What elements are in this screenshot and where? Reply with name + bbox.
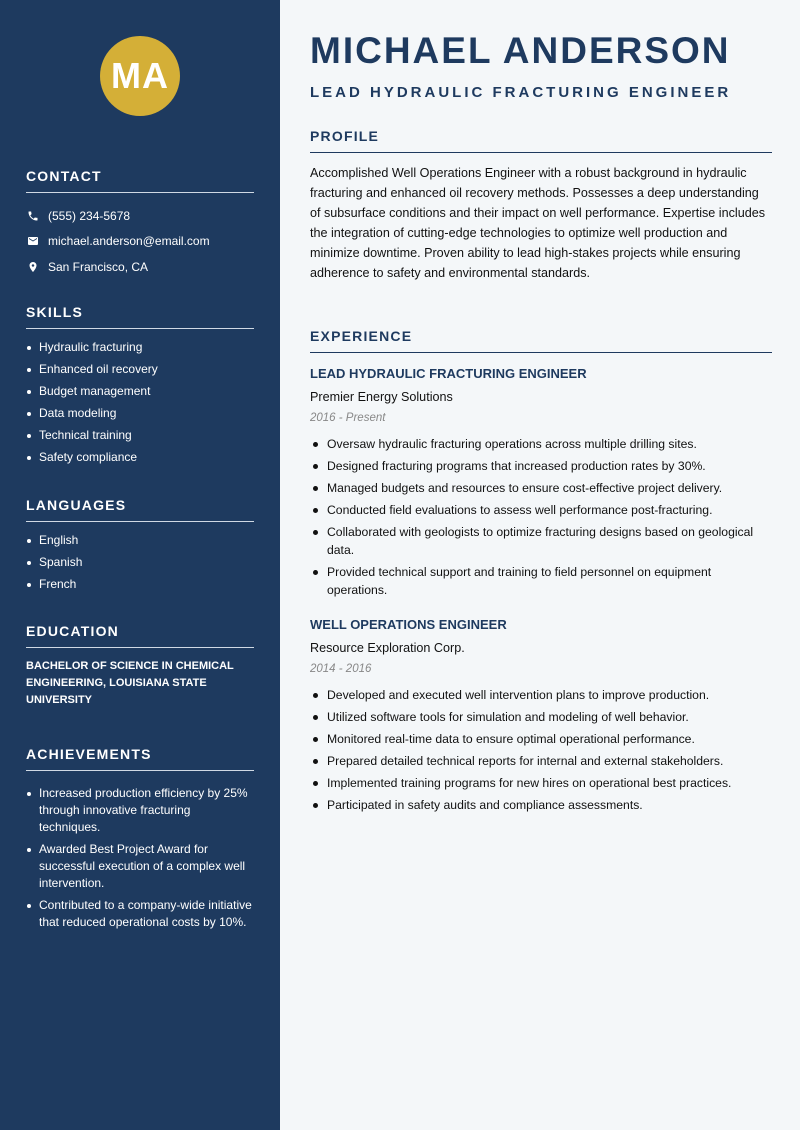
skills-heading: SKILLS [26,304,254,329]
location-pin-icon [26,260,40,274]
skills-list [26,339,254,466]
skill-item: Safety compliance [26,449,254,466]
job-bullets [310,435,772,599]
job-bullet: Designed fracturing programs that increased production rates by 30%. [310,457,772,475]
language-item: English [26,532,254,549]
job-bullet: Utilized software tools for simulation and modeling of well behavior. [310,708,772,726]
achievement-item: Contributed to a company-wide initiative that reduced operational costs by 10%. [26,897,254,931]
achievement-item: Awarded Best Project Award for successful execution of a complex well intervention. [26,841,254,892]
languages-heading: LANGUAGES [26,497,254,522]
languages-section [26,497,254,598]
sidebar [0,0,280,1130]
contact-heading: CONTACT [26,168,254,193]
candidate-title: LEAD HYDRAULIC FRACTURING ENGINEER [310,84,732,101]
experience-section [310,328,772,353]
education-degree: BACHELOR OF SCIENCE IN CHEMICAL ENGINEERING, LOUISIANA STATE UNIVERSITY [26,660,234,706]
job-role: LEAD HYDRAULIC FRACTURING ENGINEER [310,366,587,381]
profile-section [310,128,772,283]
job-dates: 2016 - Present [310,412,386,424]
job-company: Resource Exploration Corp. [310,641,465,655]
candidate-name: MICHAEL ANDERSON [310,30,731,71]
achievements-section [26,746,254,936]
job-bullet: Collaborated with geologists to optimize fracturing designs based on geological data. [310,523,772,559]
job-entry [310,366,772,603]
contact-section [26,168,254,280]
achievement-item: Increased production efficiency by 25% through innovative fracturing techniques. [26,785,254,836]
email-icon [26,234,40,248]
languages-list [26,532,254,593]
job-bullet: Monitored real-time data to ensure optimal operational performance. [310,730,772,748]
contact-location [26,254,254,280]
education-section [26,623,254,709]
skill-item: Technical training [26,427,254,444]
education-heading: EDUCATION [26,623,254,648]
email-text[interactable]: michael.anderson@email.com [48,234,210,249]
job-bullet: Conducted field evaluations to assess well performance post-fracturing. [310,501,772,519]
avatar: MA [100,36,180,116]
job-bullet: Prepared detailed technical reports for internal and external stakeholders. [310,752,772,770]
skill-item: Data modeling [26,405,254,422]
achievements-list [26,785,254,931]
job-bullet: Participated in safety audits and compliance assessments. [310,796,772,814]
language-item: French [26,576,254,593]
job-dates: 2014 - 2016 [310,663,372,675]
phone-icon [26,209,40,223]
job-entry [310,617,772,818]
skill-item: Hydraulic fracturing [26,339,254,356]
job-bullet: Managed budgets and resources to ensure cost-effective project delivery. [310,479,772,497]
experience-heading: EXPERIENCE [310,328,772,353]
skill-item: Enhanced oil recovery [26,361,254,378]
contact-phone [26,203,254,229]
profile-heading: PROFILE [310,128,772,153]
job-role: WELL OPERATIONS ENGINEER [310,617,507,632]
job-bullets [310,686,772,814]
job-bullet: Provided technical support and training to field personnel on equipment operations. [310,563,772,599]
phone-text[interactable]: (555) 234-5678 [48,208,131,223]
skill-item: Budget management [26,383,254,400]
achievements-heading: ACHIEVEMENTS [26,746,254,771]
contact-list [26,203,254,280]
contact-email [26,229,254,255]
profile-summary: Accomplished Well Operations Engineer with a robust background in hydraulic fracturing and enhanced oil recovery methods. Possesses a deep understanding of subsurface conditions and their impact on well performance. Expertise includes the integration of cutting-edge technologies to optimize well production and minimize downtime. Proven ability to lead high-stakes projects while ensuring adherence to safety and environmental standards. [310,166,766,280]
job-company: Premier Energy Solutions [310,390,453,404]
job-bullet: Oversaw hydraulic fracturing operations across multiple drilling sites. [310,435,772,453]
skills-section [26,304,254,471]
job-bullet: Developed and executed well intervention plans to improve production. [310,686,772,704]
job-bullet: Implemented training programs for new hires on operational best practices. [310,774,772,792]
location-text: San Francisco, CA [48,259,149,274]
language-item: Spanish [26,554,254,571]
